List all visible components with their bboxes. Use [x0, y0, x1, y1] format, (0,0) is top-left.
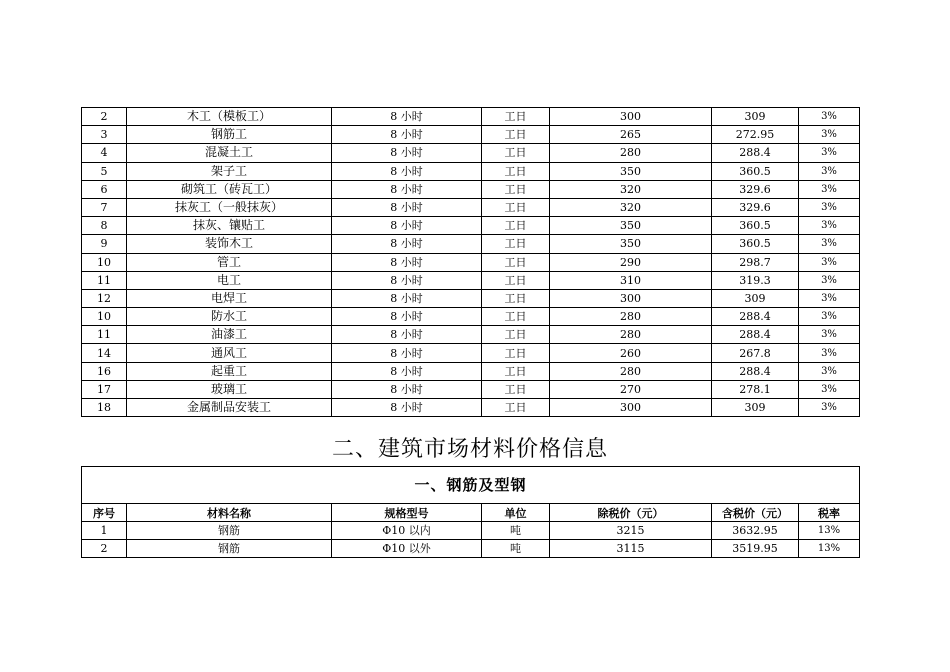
cell-unit: 工日 — [482, 362, 550, 380]
cell-name: 通风工 — [127, 344, 332, 362]
cell-rate: 3% — [799, 344, 860, 362]
cell-hours: 8 小时 — [332, 362, 482, 380]
cell-rate: 3% — [799, 198, 860, 216]
cell-rate: 3% — [799, 235, 860, 253]
cell-name: 砌筑工（砖瓦工） — [127, 180, 332, 198]
cell-pre-tax: 350 — [550, 162, 712, 180]
cell-no: 17 — [82, 380, 127, 398]
cell-rate: 13% — [799, 522, 860, 540]
table-row — [82, 217, 860, 235]
cell-no: 9 — [82, 235, 127, 253]
table-row — [82, 289, 860, 307]
cell-unit: 工日 — [482, 217, 550, 235]
cell-rate: 3% — [799, 271, 860, 289]
header-unit: 单位 — [482, 504, 550, 522]
header-spec: 规格型号 — [332, 504, 482, 522]
cell-unit: 工日 — [482, 235, 550, 253]
cell-pre-tax: 310 — [550, 271, 712, 289]
cell-unit: 工日 — [482, 126, 550, 144]
labor-table-body — [82, 108, 860, 417]
table-row — [82, 253, 860, 271]
cell-with-tax: 3519.95 — [712, 540, 799, 558]
table-row — [82, 198, 860, 216]
cell-no: 18 — [82, 399, 127, 417]
cell-name: 装饰木工 — [127, 235, 332, 253]
table-row — [82, 126, 860, 144]
cell-no: 1 — [82, 522, 127, 540]
cell-unit: 工日 — [482, 289, 550, 307]
cell-pre-tax: 260 — [550, 344, 712, 362]
cell-unit: 吨 — [482, 540, 550, 558]
cell-rate: 3% — [799, 217, 860, 235]
cell-hours: 8 小时 — [332, 180, 482, 198]
section-title: 二、建筑市场材料价格信息 — [331, 437, 608, 462]
cell-rate: 3% — [799, 362, 860, 380]
cell-no: 2 — [82, 540, 127, 558]
cell-no: 3 — [82, 126, 127, 144]
cell-rate: 3% — [799, 126, 860, 144]
cell-hours: 8 小时 — [332, 217, 482, 235]
header-no: 序号 — [82, 504, 127, 522]
table-row — [82, 362, 860, 380]
cell-pre-tax: 320 — [550, 198, 712, 216]
cell-no: 10 — [82, 308, 127, 326]
cell-rate: 3% — [799, 180, 860, 198]
cell-hours: 8 小时 — [332, 380, 482, 398]
cell-name: 钢筋工 — [127, 126, 332, 144]
cell-no: 16 — [82, 362, 127, 380]
cell-unit: 工日 — [482, 399, 550, 417]
cell-name: 金属制品安装工 — [127, 399, 332, 417]
cell-name: 管工 — [127, 253, 332, 271]
table-row — [82, 399, 860, 417]
steel-table-caption: 一、钢筋及型钢 — [82, 467, 860, 504]
cell-hours: 8 小时 — [332, 271, 482, 289]
cell-no: 5 — [82, 162, 127, 180]
cell-name: 抹灰、镶贴工 — [127, 217, 332, 235]
cell-pre-tax: 3115 — [550, 540, 712, 558]
header-pre-tax: 除税价（元） — [550, 504, 712, 522]
cell-rate: 3% — [799, 253, 860, 271]
cell-pre-tax: 280 — [550, 308, 712, 326]
cell-pre-tax: 3215 — [550, 522, 712, 540]
cell-spec: Φ10 以内 — [332, 522, 482, 540]
cell-name: 电工 — [127, 271, 332, 289]
steel-caption-row — [82, 467, 860, 504]
table-row — [82, 522, 860, 540]
cell-no: 4 — [82, 144, 127, 162]
cell-with-tax: 288.4 — [712, 362, 799, 380]
cell-pre-tax: 350 — [550, 217, 712, 235]
cell-unit: 工日 — [482, 144, 550, 162]
cell-with-tax: 329.6 — [712, 198, 799, 216]
table-row — [82, 108, 860, 126]
cell-unit: 工日 — [482, 308, 550, 326]
cell-rate: 3% — [799, 108, 860, 126]
cell-with-tax: 3632.95 — [712, 522, 799, 540]
cell-unit: 工日 — [482, 326, 550, 344]
cell-pre-tax: 300 — [550, 399, 712, 417]
cell-unit: 吨 — [482, 522, 550, 540]
cell-hours: 8 小时 — [332, 308, 482, 326]
header-with-tax: 含税价（元） — [712, 504, 799, 522]
cell-name: 架子工 — [127, 162, 332, 180]
cell-pre-tax: 280 — [550, 362, 712, 380]
cell-hours: 8 小时 — [332, 162, 482, 180]
cell-unit: 工日 — [482, 344, 550, 362]
cell-hours: 8 小时 — [332, 326, 482, 344]
cell-pre-tax: 350 — [550, 235, 712, 253]
table-row — [82, 540, 860, 558]
cell-with-tax: 288.4 — [712, 144, 799, 162]
cell-no: 12 — [82, 289, 127, 307]
cell-hours: 8 小时 — [332, 399, 482, 417]
steel-price-table — [81, 466, 860, 558]
cell-rate: 3% — [799, 380, 860, 398]
cell-no: 6 — [82, 180, 127, 198]
cell-unit: 工日 — [482, 198, 550, 216]
cell-with-tax: 267.8 — [712, 344, 799, 362]
cell-name: 木工（模板工） — [127, 108, 332, 126]
cell-with-tax: 309 — [712, 399, 799, 417]
cell-with-tax: 319.3 — [712, 271, 799, 289]
cell-pre-tax: 290 — [550, 253, 712, 271]
cell-with-tax: 272.95 — [712, 126, 799, 144]
cell-with-tax: 360.5 — [712, 162, 799, 180]
cell-spec: Φ10 以外 — [332, 540, 482, 558]
cell-pre-tax: 320 — [550, 180, 712, 198]
cell-rate: 3% — [799, 144, 860, 162]
cell-pre-tax: 265 — [550, 126, 712, 144]
cell-hours: 8 小时 — [332, 289, 482, 307]
cell-with-tax: 329.6 — [712, 180, 799, 198]
cell-pre-tax: 280 — [550, 144, 712, 162]
cell-no: 8 — [82, 217, 127, 235]
table-row — [82, 271, 860, 289]
cell-unit: 工日 — [482, 180, 550, 198]
cell-name: 抹灰工（一般抹灰） — [127, 198, 332, 216]
cell-no: 11 — [82, 326, 127, 344]
cell-hours: 8 小时 — [332, 253, 482, 271]
labor-price-table — [81, 107, 860, 417]
table-row — [82, 308, 860, 326]
table-row — [82, 162, 860, 180]
table-row — [82, 344, 860, 362]
cell-no: 2 — [82, 108, 127, 126]
cell-name: 防水工 — [127, 308, 332, 326]
cell-name: 电焊工 — [127, 289, 332, 307]
cell-pre-tax: 300 — [550, 108, 712, 126]
cell-rate: 3% — [799, 289, 860, 307]
header-name: 材料名称 — [127, 504, 332, 522]
cell-pre-tax: 270 — [550, 380, 712, 398]
cell-hours: 8 小时 — [332, 108, 482, 126]
cell-no: 7 — [82, 198, 127, 216]
cell-rate: 3% — [799, 326, 860, 344]
cell-rate: 3% — [799, 162, 860, 180]
cell-no: 10 — [82, 253, 127, 271]
steel-table-body — [82, 522, 860, 558]
cell-unit: 工日 — [482, 380, 550, 398]
cell-with-tax: 360.5 — [712, 235, 799, 253]
cell-hours: 8 小时 — [332, 126, 482, 144]
cell-with-tax: 309 — [712, 108, 799, 126]
cell-pre-tax: 300 — [550, 289, 712, 307]
cell-hours: 8 小时 — [332, 344, 482, 362]
table-row — [82, 235, 860, 253]
cell-name: 玻璃工 — [127, 380, 332, 398]
cell-with-tax: 360.5 — [712, 217, 799, 235]
cell-pre-tax: 280 — [550, 326, 712, 344]
cell-name: 钢筋 — [127, 540, 332, 558]
cell-no: 11 — [82, 271, 127, 289]
cell-hours: 8 小时 — [332, 198, 482, 216]
cell-with-tax: 309 — [712, 289, 799, 307]
table-row — [82, 144, 860, 162]
cell-unit: 工日 — [482, 253, 550, 271]
cell-unit: 工日 — [482, 108, 550, 126]
cell-with-tax: 288.4 — [712, 308, 799, 326]
cell-name: 油漆工 — [127, 326, 332, 344]
cell-hours: 8 小时 — [332, 144, 482, 162]
cell-rate: 3% — [799, 308, 860, 326]
cell-with-tax: 288.4 — [712, 326, 799, 344]
cell-rate: 13% — [799, 540, 860, 558]
cell-with-tax: 298.7 — [712, 253, 799, 271]
cell-name: 钢筋 — [127, 522, 332, 540]
cell-no: 14 — [82, 344, 127, 362]
header-rate: 税率 — [799, 504, 860, 522]
cell-with-tax: 278.1 — [712, 380, 799, 398]
table-row — [82, 180, 860, 198]
cell-name: 起重工 — [127, 362, 332, 380]
cell-unit: 工日 — [482, 271, 550, 289]
steel-header-row — [82, 504, 860, 522]
cell-name: 混凝土工 — [127, 144, 332, 162]
table-row — [82, 380, 860, 398]
table-row — [82, 326, 860, 344]
cell-rate: 3% — [799, 399, 860, 417]
cell-hours: 8 小时 — [332, 235, 482, 253]
cell-unit: 工日 — [482, 162, 550, 180]
